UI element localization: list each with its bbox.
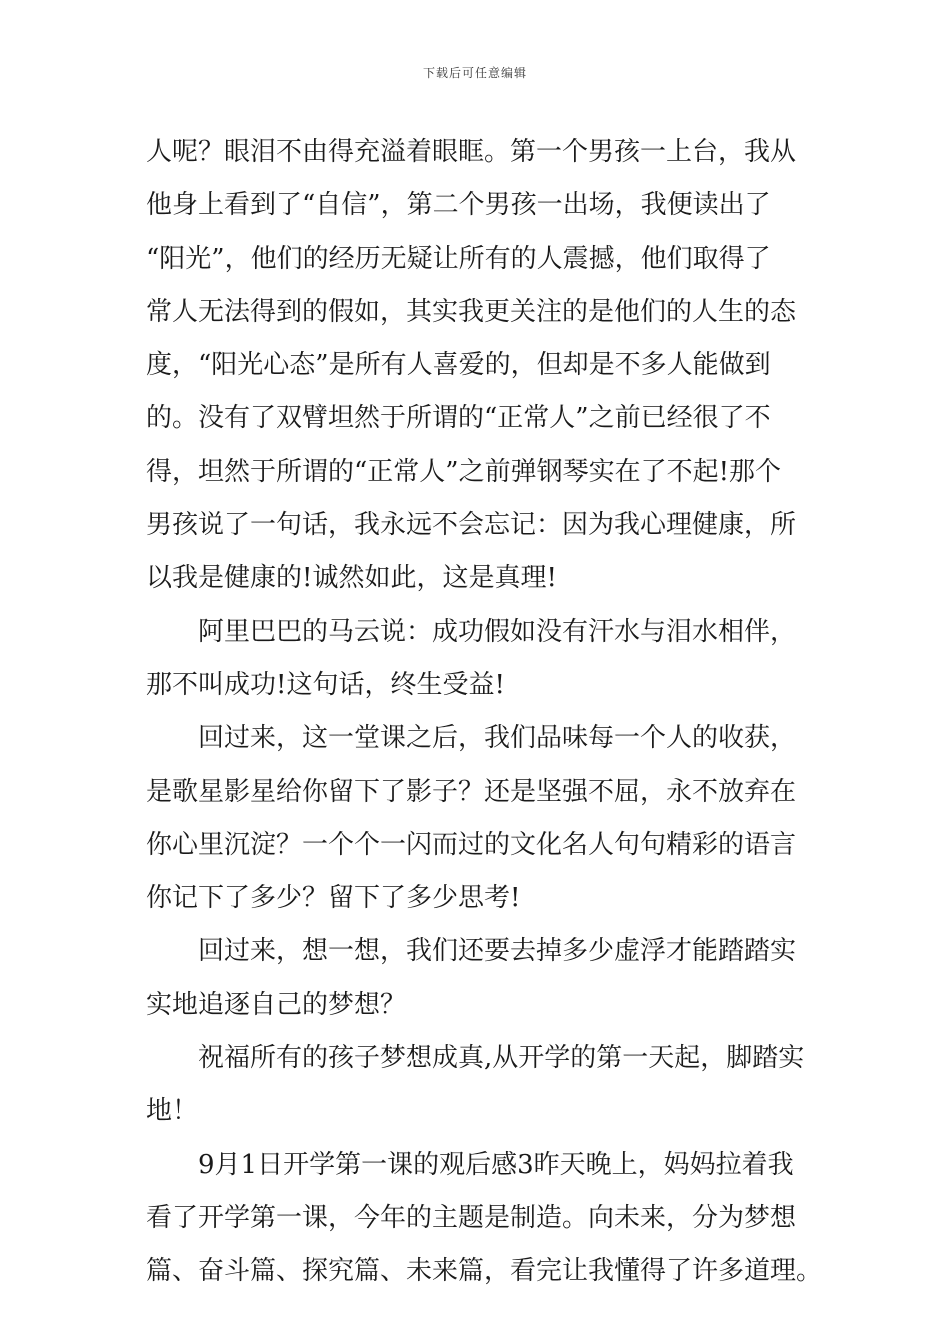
text-line: 人呢？眼泪不由得充溢着眼眶。第一个男孩一上台，我从 [146,137,797,167]
text-line: 地！ [146,1096,199,1127]
text-line: 常人无法得到的假如，其实我更关注的是他们的人生的态 [146,296,797,327]
paragraph-start-line: 回过来，这一堂课之后，我们品味每一个人的收获， [198,723,797,754]
text-line: 那不叫成功!这句话，终生受益! [146,669,505,700]
text-line: 男孩说了一句话，我永远不会忘记：因为我心理健康，所 [146,510,797,541]
paragraph-start-line: 回过来，想一想，我们还要去掉多少虚浮才能踏踏实 [198,936,797,967]
text-line: 度，“阳光心态”是所有人喜爱的，但却是不多人能做到 [146,350,771,381]
document-body [146,126,823,1299]
text-line: 是歌星影星给你留下了影子？还是坚强不屈，永不放弃在 [146,776,797,807]
page-header: 下载后可任意编辑 [422,66,527,80]
paragraph-start-line: 祝福所有的孩子梦想成真,从开学的第一天起，脚踏实 [198,1043,805,1074]
paragraph-start-line: 阿里巴巴的马云说：成功假如没有汗水与泪水相伴， [198,616,797,647]
text-line: 你记下了多少？留下了多少思考! [146,883,521,914]
text-line: 你心里沉淀？一个个一闪而过的文化名人句句精彩的语言 [146,829,797,860]
text-line: 他身上看到了“自信”，第二个男孩一出场，我便读出了 [146,190,771,221]
paragraph-start-line: 9月1日开学第一课的观后感3昨天晚上，妈妈拉着我 [198,1149,794,1180]
text-line: 的。没有了双臂坦然于所谓的“正常人”之前已经很了不 [146,403,771,434]
text-line: 得，坦然于所谓的“正常人”之前弹钢琴实在了不起!那个 [146,456,782,487]
text-line: 篇、奋斗篇、探究篇、未来篇，看完让我懂得了许多道理。 [146,1256,823,1287]
text-line: 看了开学第一课，今年的主题是制造。向未来，分为梦想 [146,1202,797,1233]
text-line: 以我是健康的!诚然如此，这是真理! [146,563,557,594]
text-line: “阳光”，他们的经历无疑让所有的人震撼，他们取得了 [146,243,771,274]
text-line: 实地追逐自己的梦想？ [146,989,407,1020]
